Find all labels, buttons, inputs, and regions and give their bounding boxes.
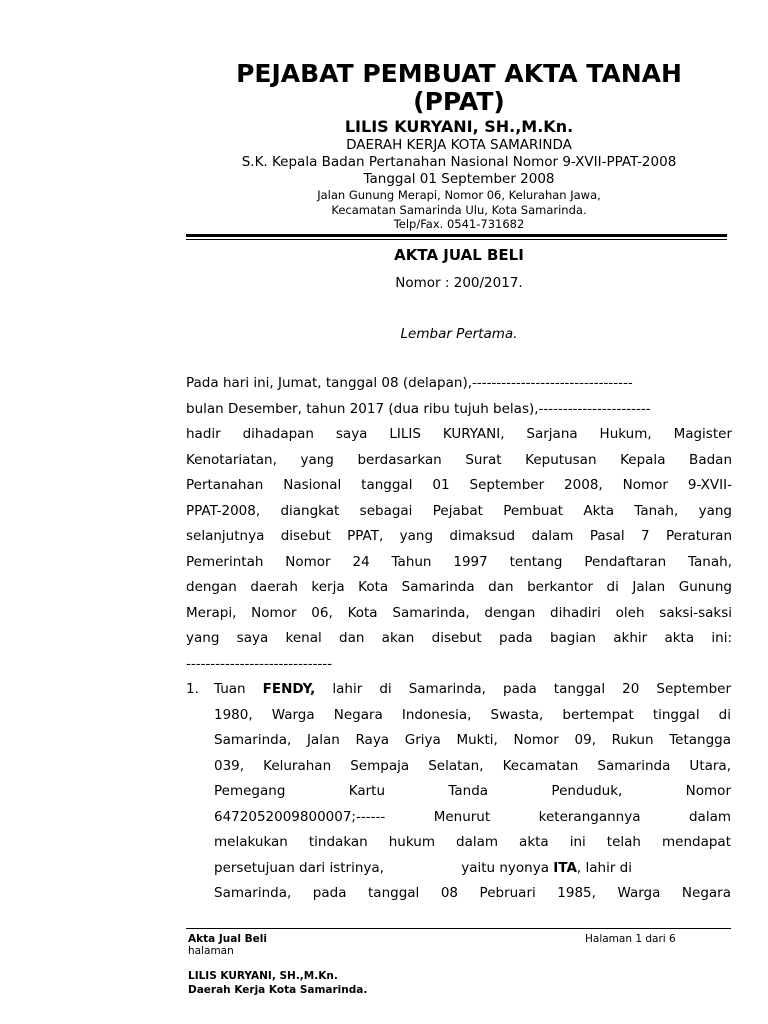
footer-work-area: Daerah Kerja Kota Samarinda. <box>188 984 368 996</box>
header-divider-thin <box>186 239 727 240</box>
footer-doc-title: Akta Jual Beli <box>188 933 267 945</box>
paragraph-line <box>214 677 731 703</box>
paragraph-line: dengan daerah kerja Kota Samarinda dan berkantor di Jalan Gunung <box>186 579 732 595</box>
paragraph-line: selanjutnya disebut PPAT, yang dimaksud dalam Pasal 7 Peraturan <box>186 528 732 544</box>
paragraph-line: PPAT-2008, diangkat sebagai Pejabat Pembuat Akta Tanah, yang <box>186 502 732 519</box>
footer-divider <box>186 928 731 929</box>
paragraph-line: yang saya kenal dan akan disebut pada bagian akhir akta ini: <box>186 630 732 646</box>
decree-number: S.K. Kepala Badan Pertanahan Nasional Nomor 9-XVII-PPAT-2008 <box>241 154 677 170</box>
paragraph-line: 039, Kelurahan Sempaja Selatan, Kecamatan Samarinda Utara, <box>214 757 731 774</box>
address-line2: Kecamatan Samarinda Ulu, Kota Samarinda. <box>331 203 587 217</box>
deed-number: Nomor : 200/2017. <box>395 275 523 291</box>
opening-paragraph <box>186 371 732 677</box>
work-area: DAERAH KERJA KOTA SAMARINDA <box>346 137 572 153</box>
paragraph-line: Pada hari ini, Jumat, tanggal 08 (delapan),--------------------------------- <box>186 375 633 391</box>
deed-title: AKTA JUAL BELI <box>394 246 524 264</box>
paragraph-line: Kenotariatan, yang berdasarkan Surat Keputusan Kepala Badan <box>186 451 732 468</box>
decree-date: Tanggal 01 September 2008 <box>363 171 555 187</box>
sheet-label: Lembar Pertama. <box>400 326 518 342</box>
footer-page-sub: halaman <box>188 945 234 957</box>
paragraph-line: Pemegang Kartu Tanda Penduduk, Nomor <box>214 783 731 799</box>
paragraph-line: melakukan tindakan hukum dalam akta ini telah mendapat <box>214 834 731 850</box>
footer-ppat-name: LILIS KURYANI, SH.,M.Kn. <box>188 970 338 982</box>
paragraph-line: 1980, Warga Negara Indonesia, Swasta, bertempat tinggal di <box>214 706 731 723</box>
paragraph-line: Samarinda, Jalan Raya Griya Mukti, Nomor 09, Rukun Tetangga <box>214 732 731 748</box>
paragraph-line: hadir dihadapan saya LILIS KURYANI, Sarjana Hukum, Magister <box>186 426 732 442</box>
paragraph-line: Merapi, Nomor 06, Kota Samarinda, dengan dihadiri oleh saksi-saksi <box>186 604 732 621</box>
list-item-number: 1. <box>186 681 199 697</box>
spouse-name: ITA <box>553 859 577 876</box>
paragraph-line: bulan Desember, tahun 2017 (dua ribu tujuh belas),----------------------- <box>186 400 651 417</box>
footer-page-number: Halaman 1 dari 6 <box>585 933 676 945</box>
party-item-1 <box>214 677 731 907</box>
paragraph-line: Pemerintah Nomor 24 Tahun 1997 tentang Pendaftaran Tanah, <box>186 553 732 570</box>
text-run: , lahir di <box>576 859 632 876</box>
address-line1: Jalan Gunung Merapi, Nomor 06, Kelurahan Jawa, <box>317 188 601 202</box>
party-name: FENDY, <box>262 681 316 697</box>
header-divider-thick <box>186 234 727 237</box>
paragraph-line: Samarinda, pada tanggal 08 Pebruari 1985, Warga Negara <box>214 885 731 901</box>
paragraph-line: 6472052009800007;------ Menurut keterangannya dalam <box>214 808 731 825</box>
text-run: lahir di Samarinda, pada tanggal 20 September <box>315 681 731 697</box>
paragraph-line <box>214 856 731 882</box>
paragraph-line: Pertanahan Nasional tanggal 01 September 2008, Nomor 9-XVII- <box>186 477 732 493</box>
ppat-name: LILIS KURYANI, SH.,M.Kn. <box>344 117 574 136</box>
office-title-line2: (PPAT) <box>413 87 505 116</box>
text-run: Tuan <box>214 681 263 697</box>
text-run: persetujuan dari istrinya, yaitu nyonya <box>214 859 554 876</box>
office-title-line1: PEJABAT PEMBUAT AKTA TANAH <box>236 59 682 88</box>
phone-fax: Telp/Fax. 0541-731682 <box>393 217 525 231</box>
paragraph-line: ------------------------------ <box>186 655 333 672</box>
